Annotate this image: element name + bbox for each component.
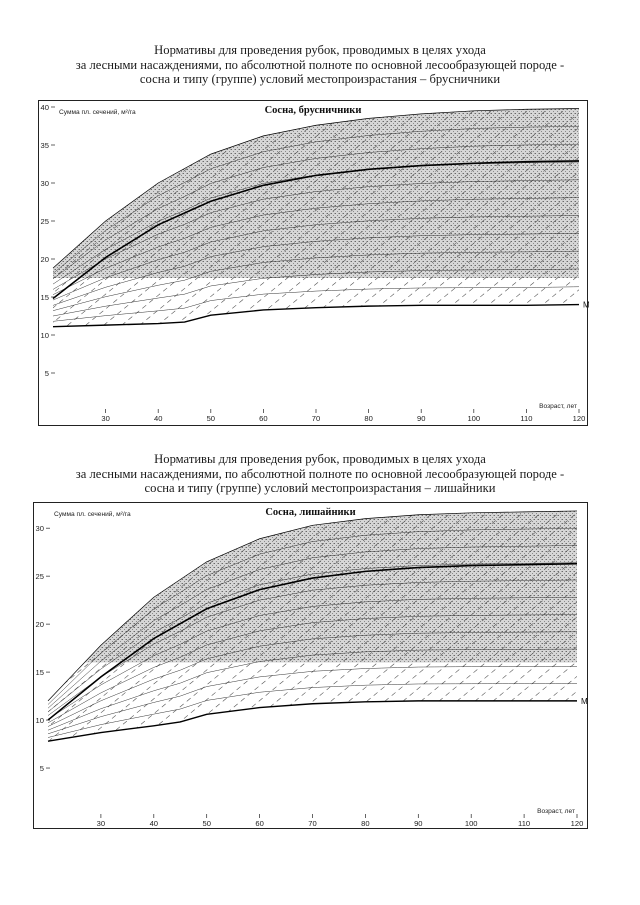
y-tick-label: 30: [40, 179, 49, 188]
y-tick-label: 5: [39, 764, 44, 774]
x-tick-label: 110: [518, 819, 531, 828]
series-line-m: [48, 701, 577, 741]
y-tick-label: 25: [35, 572, 44, 582]
chart-svg: [39, 101, 590, 425]
y-tick-label: 35: [40, 141, 49, 150]
x-tick-label: 120: [572, 414, 586, 423]
heading-1-line-2: за лесными насаждениями, по абсолютной полноте по основной лесообразующей породе -: [75, 57, 565, 72]
x-tick-label: 60: [259, 414, 268, 423]
shaded-band: [53, 109, 579, 278]
line-label-m: М: [581, 696, 588, 706]
heading-2-line-1: Нормативы для проведения рубок, проводимых в целях ухода: [154, 452, 486, 466]
y-tick-label: 15: [40, 293, 49, 302]
x-tick-label: 50: [202, 819, 211, 828]
x-axis-label: Возраст, лет: [537, 808, 575, 815]
x-tick-label: 120: [570, 819, 584, 828]
heading-1-line-1: Нормативы для проведения рубок, проводимых в целях ухода: [154, 43, 486, 57]
y-tick-label: 10: [40, 331, 49, 340]
chart-lishainiki: [33, 502, 588, 829]
x-tick-label: 30: [96, 819, 106, 828]
x-tick-label: 50: [206, 414, 216, 423]
hatch-line: [588, 469, 640, 816]
x-tick-label: 70: [308, 819, 317, 828]
heading-2-line-2: за лесными насаждениями, по абсолютной полноте по основной лесообразующей породе -: [75, 466, 565, 481]
chart-title: Сосна, брусничники: [264, 105, 362, 116]
x-tick-label: 40: [153, 414, 163, 423]
hatch-line: [593, 67, 640, 411]
heading-1-line-3: сосна и типу (группе) условий местопроизрастания – брусничники: [139, 72, 501, 87]
y-axis-label: Сумма пл. сечений, м²/га: [54, 511, 131, 518]
x-tick-label: 40: [149, 819, 159, 828]
y-tick-label: 25: [40, 217, 49, 226]
chart-brusnichniki: [38, 100, 588, 426]
x-tick-label: 100: [464, 819, 478, 828]
y-tick-label: 20: [40, 255, 49, 264]
y-tick-label: 30: [35, 524, 44, 534]
heading-1: [20, 43, 620, 87]
x-tick-label: 70: [311, 414, 321, 423]
x-tick-label: 60: [255, 819, 264, 828]
x-axis-label: Возраст, лет: [539, 403, 577, 410]
chart-title: Сосна, лишайники: [265, 507, 356, 518]
y-axis-label: Сумма пл. сечений, м²/га: [59, 109, 136, 116]
x-tick-label: 80: [364, 414, 373, 423]
y-tick-label: 5: [44, 369, 49, 378]
heading-2: [20, 452, 620, 496]
hatch-line: [629, 67, 640, 411]
chart-svg: [34, 503, 587, 828]
x-tick-label: 100: [467, 414, 481, 423]
series-line-m: [53, 305, 579, 327]
y-tick-label: 10: [35, 716, 44, 726]
y-tick-label: 15: [35, 668, 44, 678]
shaded-band: [85, 511, 577, 663]
x-tick-label: 90: [416, 414, 426, 423]
heading-2-line-3: сосна и типу (группе) условий местопроизрастания – лишайники: [144, 481, 496, 496]
line-label-m: М: [583, 300, 590, 310]
fan-curve: [53, 287, 579, 322]
hatch-line: [575, 67, 640, 411]
hatch-line: [624, 469, 640, 816]
hatch-line: [570, 469, 640, 816]
y-tick-label: 40: [40, 103, 49, 112]
x-tick-label: 110: [520, 414, 533, 423]
x-tick-label: 30: [101, 414, 110, 423]
hatch-line: [606, 469, 640, 816]
x-tick-label: 80: [361, 819, 370, 828]
y-tick-label: 20: [35, 620, 44, 630]
hatch-line: [611, 67, 640, 411]
x-tick-label: 90: [414, 819, 423, 828]
